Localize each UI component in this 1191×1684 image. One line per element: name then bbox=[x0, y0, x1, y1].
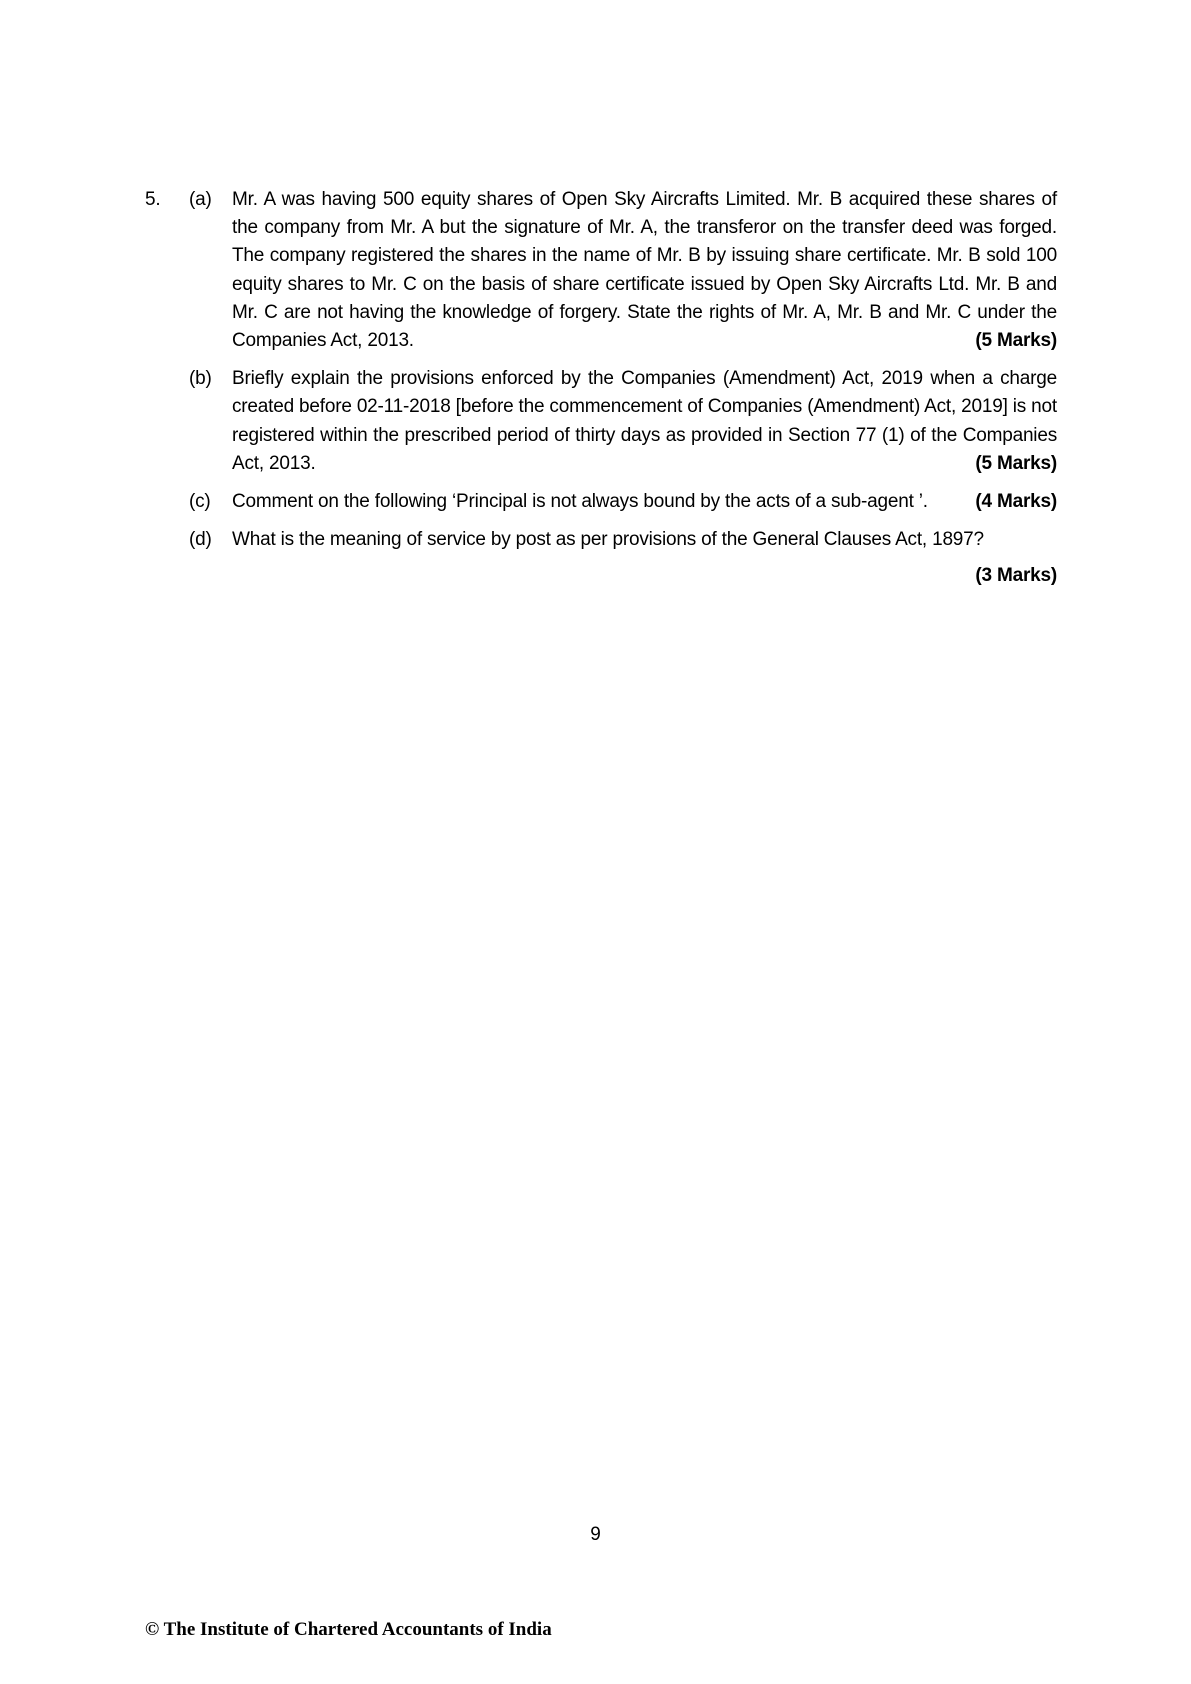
part-body: Comment on the following ‘Principal is not always bound by the acts of a sub-agent ’. bbox=[232, 491, 928, 513]
marks-label: (5 Marks) bbox=[975, 330, 1057, 352]
copyright-footer: © The Institute of Chartered Accountants of India bbox=[145, 1619, 552, 1640]
part-text bbox=[232, 186, 1057, 355]
question-5 bbox=[145, 186, 1057, 601]
question-part-d bbox=[145, 526, 1057, 590]
part-label: (d) bbox=[189, 529, 212, 551]
marks-label: (4 Marks) bbox=[975, 491, 1057, 513]
part-label: (b) bbox=[189, 368, 212, 390]
part-text bbox=[232, 488, 1057, 516]
marks-label: (5 Marks) bbox=[975, 452, 1057, 474]
question-part-b bbox=[145, 365, 1057, 478]
part-label: (c) bbox=[189, 491, 211, 513]
part-body: Briefly explain the provisions enforced by the Companies (Amendment) Act, 2019 when a charge created before 02-11-2018 [before the commencement of Companies (Amendment) Act, 2019] is not registered within the prescribed period of thirty days as provided in Section 77 (1) of the Companies Act, 2013. bbox=[232, 368, 1057, 474]
part-text bbox=[232, 365, 1057, 478]
part-body: What is the meaning of service by post as per provisions of the General Clauses Act, 1897? bbox=[232, 529, 984, 551]
page-number: 9 bbox=[590, 1524, 601, 1545]
marks-label: (3 Marks) bbox=[975, 565, 1057, 587]
part-body: Mr. A was having 500 equity shares of Open Sky Aircrafts Limited. Mr. B acquired these shares of the company from Mr. A but the signature of Mr. A, the transferor on the transfer deed was forged. The company registered the shares in the name of Mr. B by issuing share certificate. Mr. B sold 100 equity shares to Mr. C on the basis of share certificate issued by Open Sky Aircrafts Ltd. Mr. B and Mr. C are not having the knowledge of forgery. State the rights of Mr. A, Mr. B and Mr. C under the Companies Act, 2013. bbox=[232, 189, 1057, 352]
question-part-c bbox=[145, 488, 1057, 516]
part-label: (a) bbox=[189, 189, 212, 210]
part-text bbox=[232, 526, 1057, 554]
question-part-a bbox=[145, 186, 1057, 355]
question-number: 5. bbox=[145, 189, 161, 210]
